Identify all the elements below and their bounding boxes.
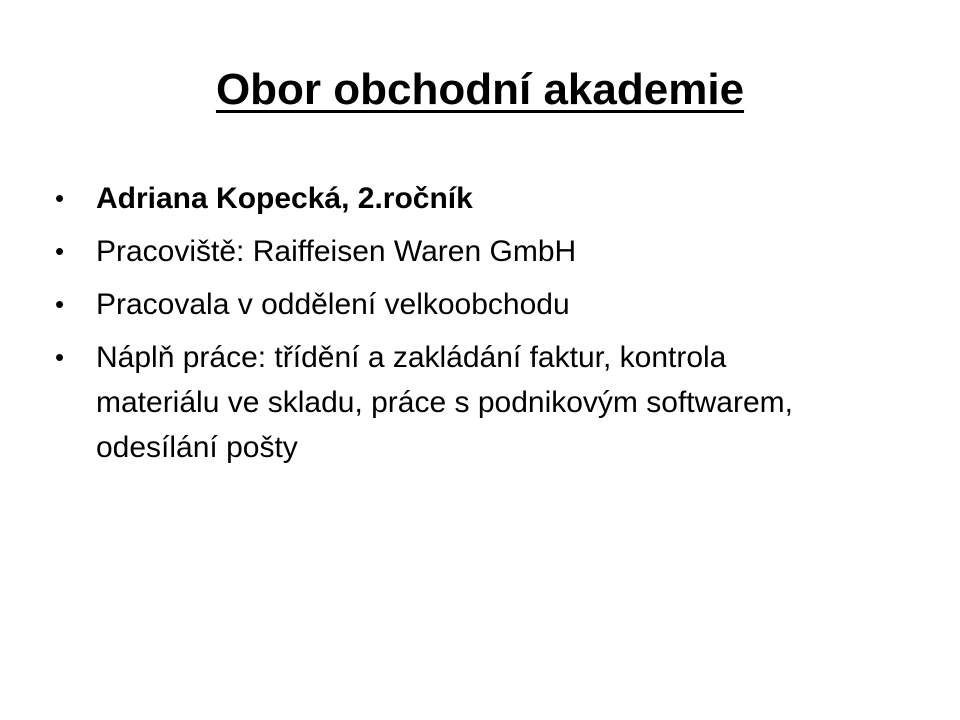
slide-title — [0, 58, 960, 122]
bullet-item-workplace — [55, 229, 855, 274]
bullet-item-student — [55, 176, 855, 221]
bullet-list — [55, 176, 855, 478]
bullet-item-duties — [55, 335, 855, 470]
bullet-text-department: Pracovala v oddělení velkoobchodu — [96, 288, 570, 321]
bullet-dot-icon: • — [55, 236, 65, 266]
bullet-item-department — [55, 282, 855, 327]
slide-title-text: Obor obchodní akademie — [215, 65, 745, 114]
bullet-text-duties: Náplň práce: třídění a zakládání faktur, kontrola materiálu ve skladu, práce s podnikovým softwarem, odesílání pošty — [96, 341, 793, 464]
bullet-text-student: Adriana Kopecká, 2.ročník — [96, 182, 473, 215]
bullet-dot-icon: • — [55, 289, 65, 319]
bullet-dot-icon: • — [55, 183, 65, 213]
bullet-text-workplace: Pracoviště: Raiffeisen Waren GmbH — [96, 235, 577, 268]
bullet-dot-icon: • — [55, 342, 65, 372]
